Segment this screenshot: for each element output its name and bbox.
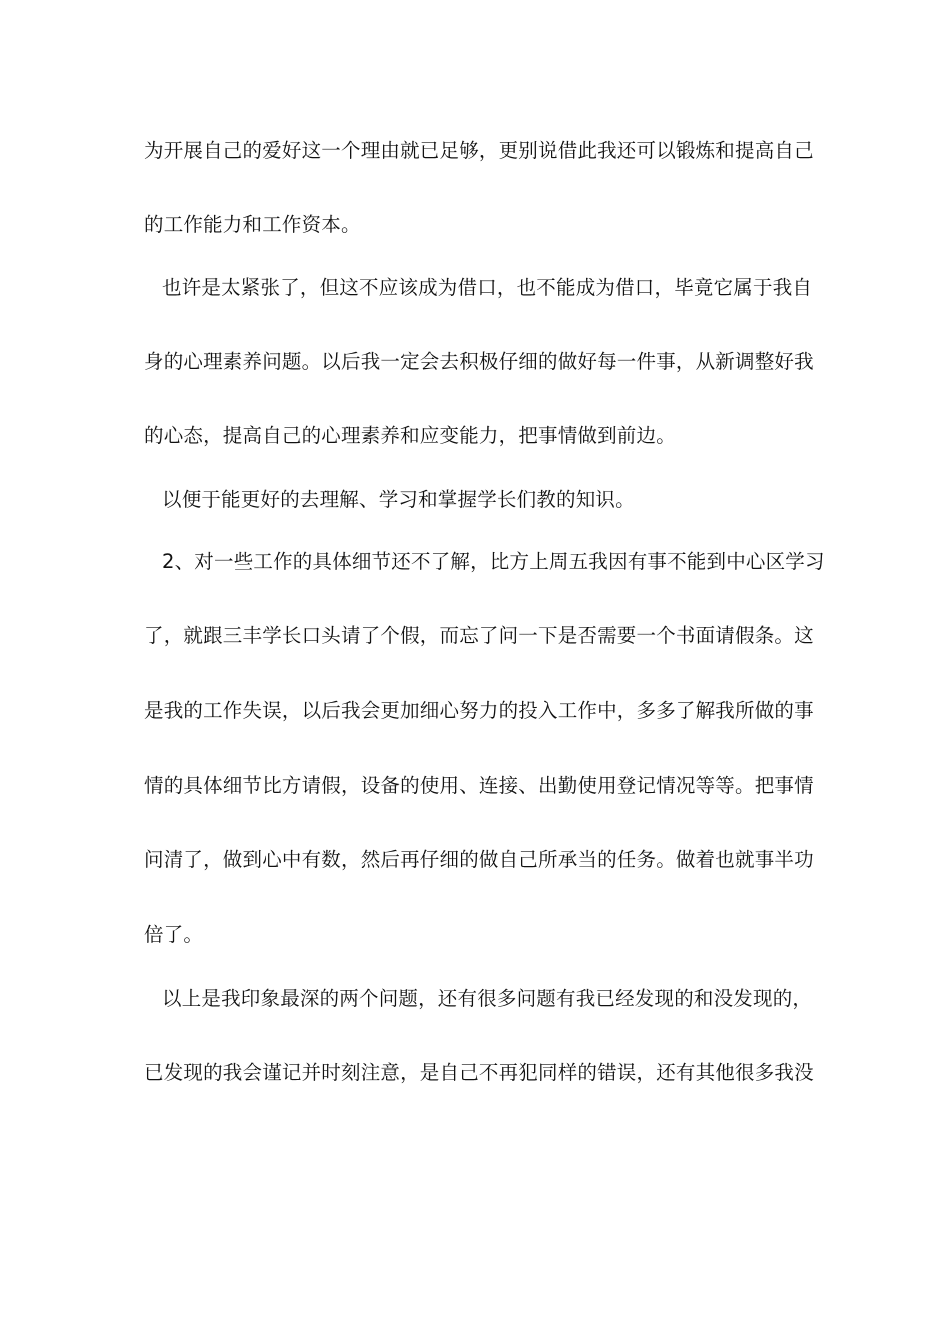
text-line-2: 的工作能力和工作资本。 [144, 213, 361, 236]
text-line-9: 是我的工作失误，以后我会更加细心努力的投入工作中，多多了解我所做的事 [144, 699, 814, 722]
text-line-4: 身的心理素养问题。以后我一定会去积极仔细的做好每一件事，从新调整好我 [144, 350, 814, 373]
text-line-6: 以便于能更好的去理解、学习和掌握学长们教的知识。 [162, 488, 635, 511]
text-line-13: 以上是我印象最深的两个问题，还有很多问题有我已经发现的和没发现的， [162, 987, 813, 1010]
text-line-12: 倍了。 [144, 923, 204, 946]
text-line-10: 情的具体细节比方请假，设备的使用、连接、出勤使用登记情况等等。把事情 [144, 774, 814, 797]
text-line-3: 也许是太紧张了，但这不应该成为借口，也不能成为借口，毕竟它属于我自 [162, 276, 813, 299]
text-line-7: 2、对一些工作的具体细节还不了解，比方上周五我因有事不能到中心区学习 [162, 550, 825, 573]
text-line-5: 的心态，提高自己的心理素养和应变能力，把事情做到前边。 [144, 424, 676, 447]
text-line-8: 了，就跟三丰学长口头请了个假，而忘了问一下是否需要一个书面请假条。这 [144, 624, 814, 647]
text-line-1: 为开展自己的爱好这一个理由就已足够，更别说借此我还可以锻炼和提高自己 [144, 139, 814, 162]
text-line-14: 已发现的我会谨记并时刻注意，是自己不再犯同样的错误，还有其他很多我没 [144, 1061, 814, 1084]
text-line-11: 问清了，做到心中有数，然后再仔细的做自己所承当的任务。做着也就事半功 [144, 848, 814, 871]
